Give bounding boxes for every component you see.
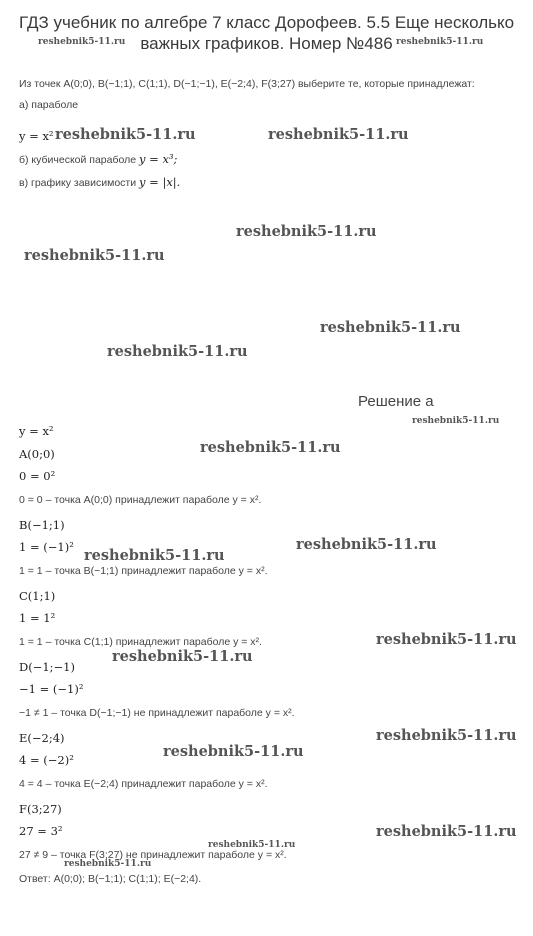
step-f-equation: 27 = 3² bbox=[19, 824, 63, 838]
task-a-formula: y = x² bbox=[19, 129, 54, 143]
step-b-equation: 1 = (−1)² bbox=[19, 540, 74, 554]
step-e-conclusion: 4 = 4 – точка E(−2;4) принадлежит параболе y = x². bbox=[19, 778, 268, 790]
watermark: reshebnik5-11.ru bbox=[296, 536, 437, 553]
watermark: reshebnik5-11.ru bbox=[376, 631, 517, 648]
step-f-conclusion: 27 ≠ 9 – точка F(3;27) не принадлежит параболе y = x². bbox=[19, 849, 287, 861]
solution-formula: y = x² bbox=[19, 424, 54, 438]
task-b-formula: y = x³; bbox=[139, 152, 178, 166]
watermark: reshebnik5-11.ru bbox=[107, 343, 248, 360]
step-a-point: A(0;0) bbox=[19, 447, 55, 461]
task-b-text: б) кубической параболе bbox=[19, 154, 139, 166]
step-c-conclusion: 1 = 1 – точка C(1;1) принадлежит параболе y = x². bbox=[19, 636, 262, 648]
step-d-point: D(−1;−1) bbox=[19, 660, 75, 674]
watermark: reshebnik5-11.ru bbox=[200, 439, 341, 456]
task-intro: Из точек A(0;0), B(−1;1), C(1;1), D(−1;−1), E(−2;4), F(3;27) выберите те, которые принадлежат: bbox=[19, 78, 475, 90]
step-a-conclusion: 0 = 0 – точка A(0;0) принадлежит параболе y = x². bbox=[19, 494, 262, 506]
watermark: reshebnik5-11.ru bbox=[396, 37, 484, 47]
step-d-conclusion: −1 ≠ 1 – точка D(−1;−1) не принадлежит параболе y = x². bbox=[19, 707, 295, 719]
watermark: reshebnik5-11.ru bbox=[163, 743, 304, 760]
watermark: reshebnik5-11.ru bbox=[38, 37, 126, 47]
step-f-point: F(3;27) bbox=[19, 802, 62, 816]
page-title bbox=[0, 12, 533, 54]
step-d-equation: −1 = (−1)² bbox=[19, 682, 84, 696]
watermark: reshebnik5-11.ru bbox=[55, 126, 196, 143]
step-b-point: B(−1;1) bbox=[19, 518, 65, 532]
task-c bbox=[19, 175, 180, 189]
watermark: reshebnik5-11.ru bbox=[376, 727, 517, 744]
watermark: reshebnik5-11.ru bbox=[208, 840, 296, 850]
watermark: reshebnik5-11.ru bbox=[84, 547, 225, 564]
solution-heading: Решение а bbox=[358, 393, 434, 410]
answer: Ответ: A(0;0); B(−1;1); C(1;1); E(−2;4). bbox=[19, 873, 202, 885]
watermark: reshebnik5-11.ru bbox=[24, 247, 165, 264]
watermark: reshebnik5-11.ru bbox=[112, 648, 253, 665]
step-e-equation: 4 = (−2)² bbox=[19, 753, 74, 767]
watermark: reshebnik5-11.ru bbox=[236, 223, 377, 240]
task-b bbox=[19, 152, 177, 166]
watermark: reshebnik5-11.ru bbox=[268, 126, 409, 143]
task-c-text: в) графику зависимости bbox=[19, 177, 139, 189]
title-line-1: ГДЗ учебник по алгебре 7 класс Дорофеев. 5.5 Еще несколько bbox=[18, 13, 515, 32]
title-line-2: важных графиков. Номер №486 bbox=[140, 34, 393, 53]
step-c-equation: 1 = 1² bbox=[19, 611, 56, 625]
watermark: reshebnik5-11.ru bbox=[412, 416, 500, 426]
task-c-formula: y = |x|. bbox=[139, 175, 181, 189]
watermark: reshebnik5-11.ru bbox=[376, 823, 517, 840]
step-c-point: C(1;1) bbox=[19, 589, 56, 603]
step-e-point: E(−2;4) bbox=[19, 731, 65, 745]
task-a: а) параболе bbox=[19, 99, 79, 111]
watermark: reshebnik5-11.ru bbox=[320, 319, 461, 336]
step-a-equation: 0 = 0² bbox=[19, 469, 56, 483]
step-b-conclusion: 1 = 1 – точка B(−1;1) принадлежит параболе y = x². bbox=[19, 565, 268, 577]
watermark: reshebnik5-11.ru bbox=[64, 859, 152, 869]
